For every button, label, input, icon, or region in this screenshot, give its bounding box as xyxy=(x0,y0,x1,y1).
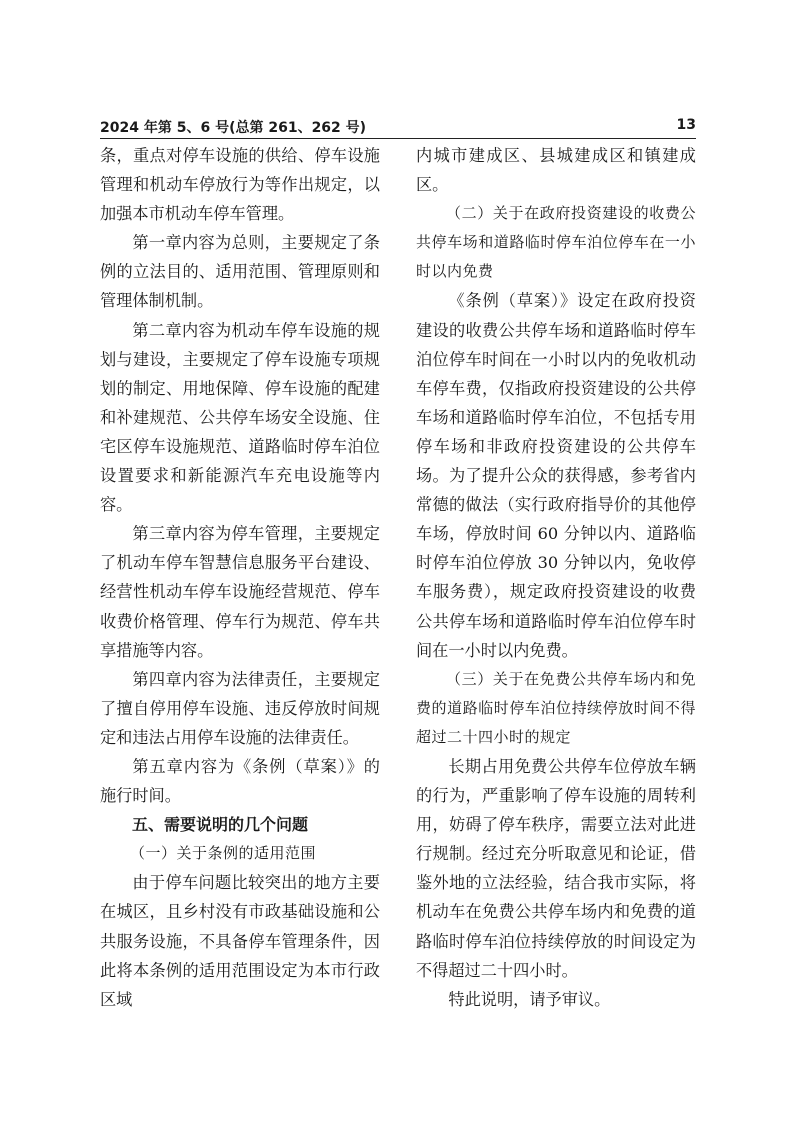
paragraph: 第四章内容为法律责任，主要规定了擅自停用停车设施、违反停放时间规定和违法占用停车设施的法律责任。 xyxy=(100,669,380,747)
subsection-heading: （三）关于在免费公共停车场内和免费的道路临时停车泊位持续停放时间不得超过二十四小时的规定 xyxy=(416,669,696,746)
running-header xyxy=(100,117,696,137)
paragraph: 第二章内容为机动车停车设施的规划与建设，主要规定了停车设施专项规划的制定、用地保障、停车设施的配建和补建规范、公共停车场安全设施、住宅区停车设施规范、道路临时停车泊位设置要求和新能源汽车充电设施等内容。 xyxy=(100,320,380,515)
paragraph: 条，重点对停车设施的供给、停车设施管理和机动车停放行为等作出规定，以加强本市机动车停车管理。 xyxy=(100,146,380,224)
section-heading: 五、需要说明的几个问题 xyxy=(132,815,309,835)
subsection-heading: （二）关于在政府投资建设的收费公共停车场和道路临时停车泊位停车在一小时以内免费 xyxy=(416,204,696,281)
paragraph: 《条例（草案）》设定在政府投资建设的收费公共停车场和道路临时停车泊位停车时间在一小时以内的免收机动车停车费，仅指政府投资建设的公共停车场和道路临时停车泊位，不包括专用停车场和非政府投资建设的公共停车场。为了提升公众的获得感，参考省内常德的做法（实行政府指导价的其他停车场，停放时间 60 分钟以内、道路临时停车泊位停放 30 分钟以内，免收停车服务费），规定政府投资建设的收费公共停车场和道路临时停车泊位停车时间在一小时以内免费。 xyxy=(416,291,696,660)
paragraph: 特此说明，请予审议。 xyxy=(448,989,611,1009)
paragraph: 长期占用免费公共停车位停放车辆的行为，严重影响了停车设施的周转利用，妨碍了停车秩序，需要立法对此进行规制。经过充分听取意见和论证，借鉴外地的立法经验，结合我市实际，将机动车在免费公共停车场内和免费的道路临时停车泊位持续停放的时间设定为不得超过二十四小时。 xyxy=(416,756,696,980)
left-column xyxy=(100,141,380,1014)
paragraph: 由于停车问题比较突出的地方主要在城区，且乡村没有市政基础设施和公共服务设施，不具备停车管理条件，因此将本条例的适用范围设定为本市行政区域 xyxy=(100,873,380,1009)
page-number: 13 xyxy=(676,117,696,133)
right-column xyxy=(416,141,696,1014)
paragraph: 内城市建成区、县城建成区和镇建成区。 xyxy=(416,146,696,195)
paragraph: 第一章内容为总则，主要规定了条例的立法目的、适用范围、管理原则和管理体制机制。 xyxy=(100,233,380,311)
subsection-heading: （一）关于条例的适用范围 xyxy=(130,844,317,863)
header-rule xyxy=(100,138,696,139)
issue-label: 2024 年第 5、6 号(总第 261、262 号) xyxy=(100,120,367,136)
paragraph: 第三章内容为停车管理，主要规定了机动车停车智慧信息服务平台建设、经营性机动车停车设施经营规范、停车收费价格管理、停车行为规范、停车共享措施等内容。 xyxy=(100,524,380,660)
paragraph: 第五章内容为《条例（草案）》的施行时间。 xyxy=(100,756,380,806)
